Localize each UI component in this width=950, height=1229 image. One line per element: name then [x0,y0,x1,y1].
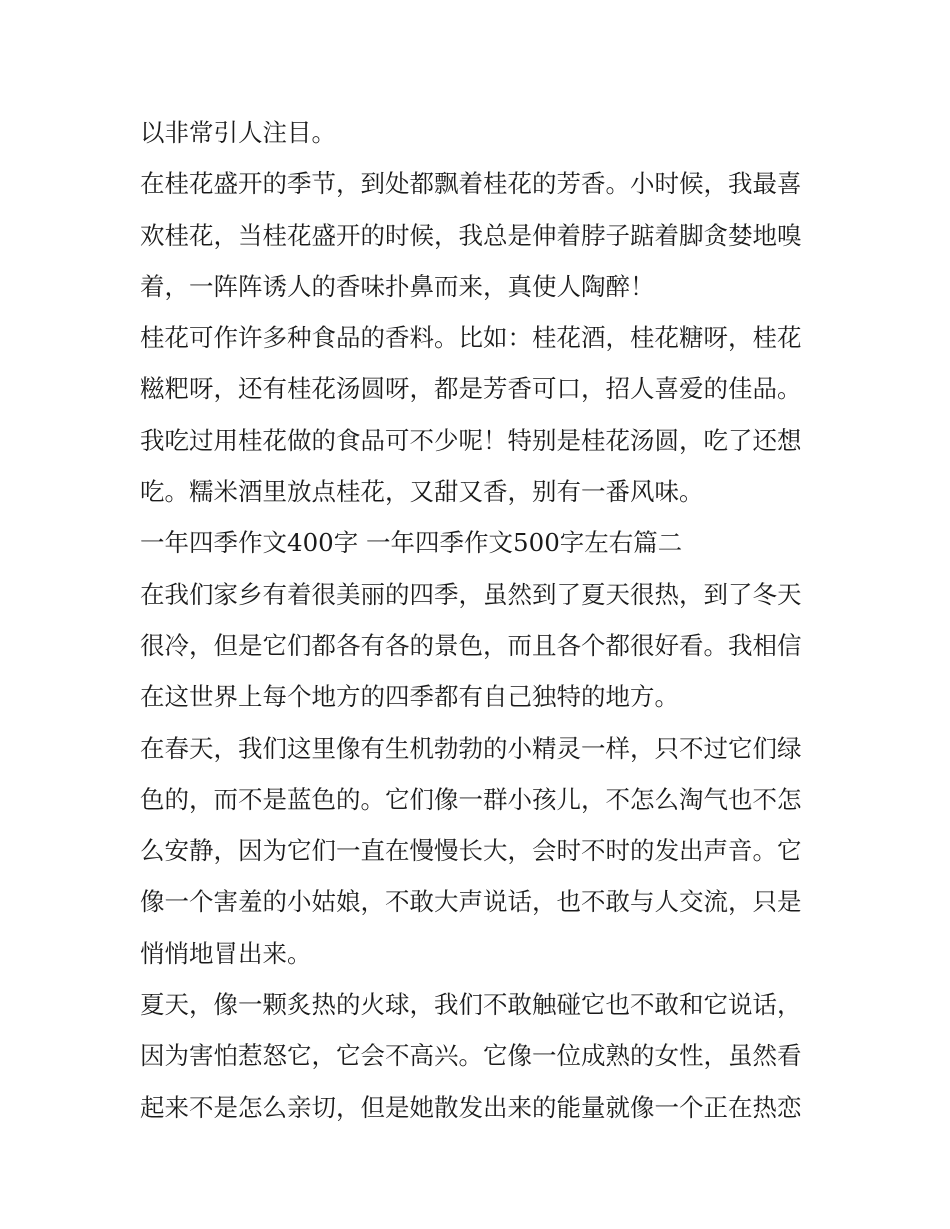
text-line: 在桂花盛开的季节，到处都飘着桂花的芳香。小时候，我最喜 [140,169,802,199]
text-line: 欢桂花，当桂花盛开的时候，我总是伸着脖子踮着脚贪婪地嗅 [140,220,802,250]
text-line: 桂花可作许多种食品的香料。比如：桂花酒，桂花糖呀，桂花 [140,323,802,353]
text-line: 起来不是怎么亲切，但是她散发出来的能量就像一个正在热恋 [140,1092,802,1122]
text-line: 糍粑呀，还有桂花汤圆呀，都是芳香可口，招人喜爱的佳品。 [140,374,802,404]
text-line: 吃。糯米酒里放点桂花，又甜又香，别有一番风味。 [140,477,704,507]
text-line: 以非常引人注目。 [140,118,336,147]
text-line: 色的，而不是蓝色的。它们像一群小孩儿，不怎么淘气也不怎 [140,784,802,814]
text-line: 夏天，像一颗炙热的火球，我们不敢触碰它也不敢和它说话， [140,990,802,1020]
text-line: 在这世界上每个地方的四季都有自己独特的地方。 [140,682,679,712]
text-line: 我吃过用桂花做的食品可不少呢！特别是桂花汤圆，吃了还想 [140,425,802,455]
text-line: 在春天，我们这里像有生机勃勃的小精灵一样，只不过它们绿 [140,733,802,763]
section-heading: 一年四季作文400字 一年四季作文500字左右篇二 [140,528,683,558]
text-line: 悄悄地冒出来。 [140,938,312,968]
text-line: 么安静，因为它们一直在慢慢长大，会时不时的发出声音。它 [140,836,802,866]
text-line: 在我们家乡有着很美丽的四季，虽然到了夏天很热，到了冬天 [140,579,802,609]
text-line: 因为害怕惹怒它，它会不高兴。它像一位成熟的女性，虽然看 [140,1041,802,1071]
text-line: 很冷，但是它们都各有各的景色，而且各个都很好看。我相信 [140,630,802,660]
text-line: 着，一阵阵诱人的香味扑鼻而来，真使人陶醉！ [140,271,655,301]
essay-body [140,107,820,1133]
text-line: 像一个害羞的小姑娘，不敢大声说话，也不敢与人交流，只是 [140,887,802,917]
